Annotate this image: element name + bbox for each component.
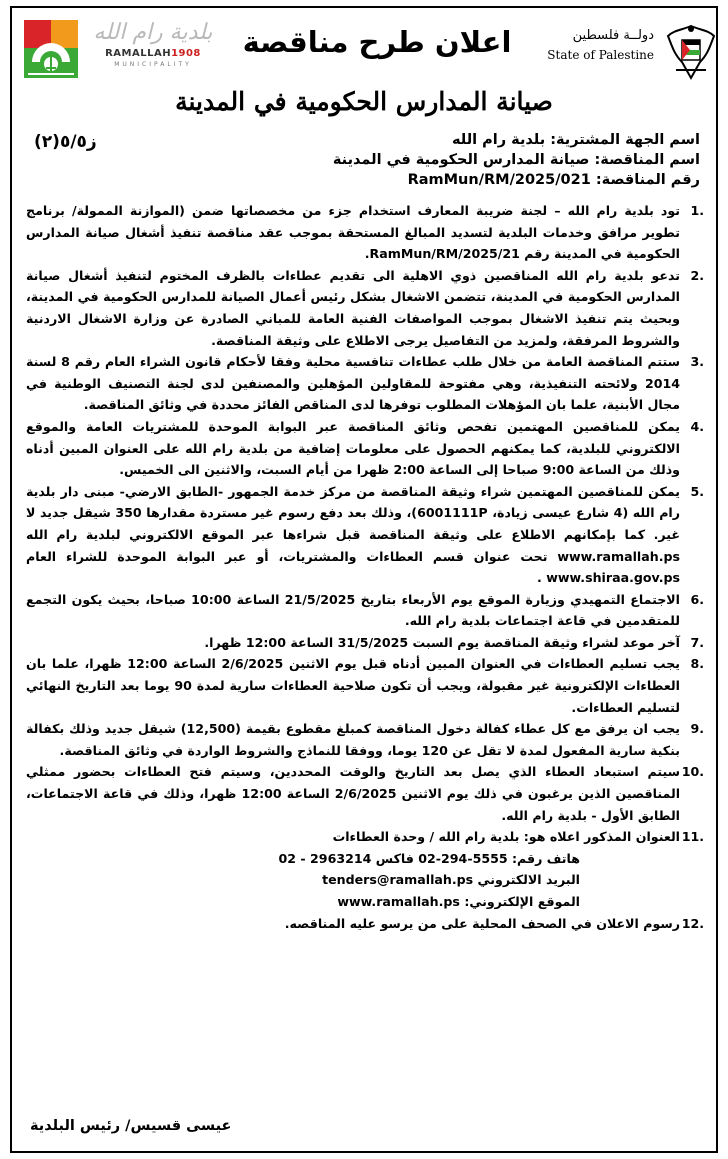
clause-number: 4. xyxy=(690,418,704,434)
tender-name: اسم المناقصة: صيانة المدارس الحكومية في المدينة xyxy=(332,152,700,168)
clause-text: يمكن للمناقصين المهتمين تفحص وثائق المناقصة عبر البوابة الموحدة للمشتريات العامة والموقع الالكتروني للبلدية، كما يمكنهم الحصول على معلومات إضافية من بلدية رام الله على العنوان المبين أدناه وذلك من الساعة 9:00 صباحا إلى الساعة 2:00 ظهرا من أيام السبت، والاثنين الى الخميس. xyxy=(26,418,680,478)
clause-text: رسوم الاعلان في الصحف المحلية على من يرسو عليه المناقصه. xyxy=(284,915,680,931)
municipality-name-ar: بلدية رام الله xyxy=(93,20,213,45)
tender-number: رقم المناقصة: RamMun/RM/2025/021 xyxy=(407,172,700,188)
clause-text: سيتم استبعاد العطاء الذي يصل بعد التاريخ والوقت المحددين، وسيتم فتح العطاءات بحضور ممثلي المناقصين الذين يرغبون في ذلك يوم الاثنين 2/6/2025 الساعة 12:00 ظهرا، وذلك في قاعة الاجتماعات، الطابق الأول - بلدية رام الله. xyxy=(26,764,681,823)
clause xyxy=(26,913,704,935)
clause-number: 6. xyxy=(690,591,704,607)
clause xyxy=(26,653,704,718)
clause xyxy=(26,718,704,761)
contact-phone: هاتف رقم: 5555-294-02 فاكس 2963214 - 02 xyxy=(278,850,580,866)
clause-text: الاجتماع التمهيدي وزيارة الموقع يوم الأربعاء بتاريخ 21/5/2025 الساعة 10:00 صباحا، بحيث يكون التجمع للمتقدمين في قاعة اجتماعات بلدية رام الله. xyxy=(26,591,680,629)
clause-number: 9. xyxy=(690,721,704,737)
clause xyxy=(26,761,704,826)
clause xyxy=(26,826,704,848)
clause xyxy=(26,481,704,589)
clause-number: 3. xyxy=(690,354,704,370)
buyer-name: اسم الجهة المشترية: بلدية رام الله xyxy=(452,132,700,148)
state-name-en: State of Palestine xyxy=(547,48,654,62)
signature: عيسى قسيس/ رئيس البلدية xyxy=(30,1118,232,1134)
clause-text: آخر موعد لشراء وثيقة المناقصة يوم السبت 31/5/2025 الساعة 12:00 ظهرا. xyxy=(204,634,680,650)
state-label xyxy=(542,26,654,64)
clause xyxy=(26,200,704,265)
tender-meta xyxy=(140,130,700,190)
municipality-subtitle: MUNICIPALITY xyxy=(114,61,192,68)
tender-clauses xyxy=(26,200,704,934)
clause xyxy=(26,351,704,416)
clause xyxy=(26,416,704,481)
clause xyxy=(26,589,704,632)
clause-number: 2. xyxy=(690,267,704,283)
municipality-wordmark xyxy=(88,18,218,80)
state-name-ar: دولــة فلسطين xyxy=(572,28,654,43)
clause-text: تدعو بلدية رام الله المناقصين ذوي الاهلية الى تقديم عطاءات بالظرف المختوم لتنفيذ أشغال صيانة المدارس الحكومية في المدينة، تتضمن الاشغال بشكل رئيس أعمال الصيانة للمدارس الحكومية في المدينة، وبحيث يتم تنفيذ الاشغال بموجب المواصفات الفنية العامة للمباني الصادرة عن وزارة الاشغال الاردنية والشروط المرفقة، ولمزيد من التفاصيل يرجى الاطلاع على وثيقة المناقصة. xyxy=(26,267,680,348)
clause-number: 5. xyxy=(690,483,704,499)
clause-number: 1. xyxy=(690,203,704,218)
municipality-name-en: RAMALLAH1908 xyxy=(105,48,201,59)
clause-text: العنوان المذكور اعلاه هو: بلدية رام الله / وحدة العطاءات xyxy=(332,829,680,845)
contact-email: البريد الالكتروني tenders@ramallah.ps xyxy=(322,872,580,888)
clause-number: 10. xyxy=(681,764,704,780)
clause-text: يمكن للمناقصين المهتمين شراء وثيقة المناقصة من مركز خدمة الجمهور -الطابق الارضي- مبنى دار بلدية رام الله (4 شارع عيسى زيادة، 6001111P)، وذلك بعد دفع رسوم غير مستردة مقدارها 350 شيقل جديد لا غير. كما بإمكانهم الاطلاع على وثيقة المناقصة قبل شراءها عبر الموقع الالكتروني لبلدية رام الله www.ramallah.ps تحت عنوان قسم العطاءات والمشتريات، أو عبر البوابة الموحدة للشراء العام www.shiraa.gov.ps . xyxy=(26,483,680,586)
clause-text: ستتم المناقصة العامة من خلال طلب عطاءات تنافسية محلية وفقا لأحكام قانون الشراء العام رقم 8 لسنة 2014 ولائحته التنفيذية، وهي مفتوحة للمقاولين المؤهلين والمصنفين لدى لجنة التصنيف الوطنية في مجال الأبنية، علما بان المؤهلات المطلوب توفرها لدى المناقص الفائز محددة في وثائق المناقصة. xyxy=(26,354,680,413)
clause xyxy=(26,265,704,351)
contact-details xyxy=(26,848,704,913)
clause-number: 7. xyxy=(690,634,704,650)
clause-number: 12. xyxy=(681,915,704,931)
municipality-year: 1908 xyxy=(171,48,201,59)
clause-text: تود بلدية رام الله – لجنة ضريبة المعارف استخدام جزء من مخصصاتها ضمن (الموازنة الممولة/ برنامج تطوير مرافق وخدمات البلدية لتسديد المبالغ المستحقة بموجب عقد مناقصة تنفيذ أشغال صيانة المدارس الحكومية في المدينة رقم RamMun/RM/2025/21. xyxy=(26,203,680,262)
header xyxy=(12,8,716,86)
reference-code: ز٥/٥(٢) xyxy=(34,132,97,152)
palestine-emblem-icon xyxy=(662,20,720,84)
clause-text: يجب تسليم العطاءات في العنوان المبين أدناه قبل يوم الاثنين 2/6/2025 الساعة 12:00 ظهرا، علما بان العطاءات الإلكترونية غير مقبولة، ويجب أن تكون صلاحية العطاءات سارية لمدة 90 يوما بعد التاريخ النهائي لتسليم العطاءات. xyxy=(26,656,680,715)
tender-subject: صيانة المدارس الحكومية في المدينة xyxy=(175,87,553,116)
clause xyxy=(26,632,704,654)
clause-text: يجب ان يرفق مع كل عطاء كفالة دخول المناقصة كمبلغ مقطوع بقيمة (12,500) شيقل جديد وذلك بكفالة بنكية سارية المفعول لمدة لا تقل عن 120 يوما، ووفقا للنماذج والشروط الواردة في وثائق المناقصة. xyxy=(26,721,680,758)
clause-number: 11. xyxy=(681,829,704,845)
page-title: اعلان طرح مناقصة xyxy=(242,25,512,59)
ramallah-logo-icon xyxy=(22,18,80,80)
contact-website: الموقع الإلكتروني: www.ramallah.ps xyxy=(337,894,580,909)
clause-number: 8. xyxy=(690,656,704,672)
